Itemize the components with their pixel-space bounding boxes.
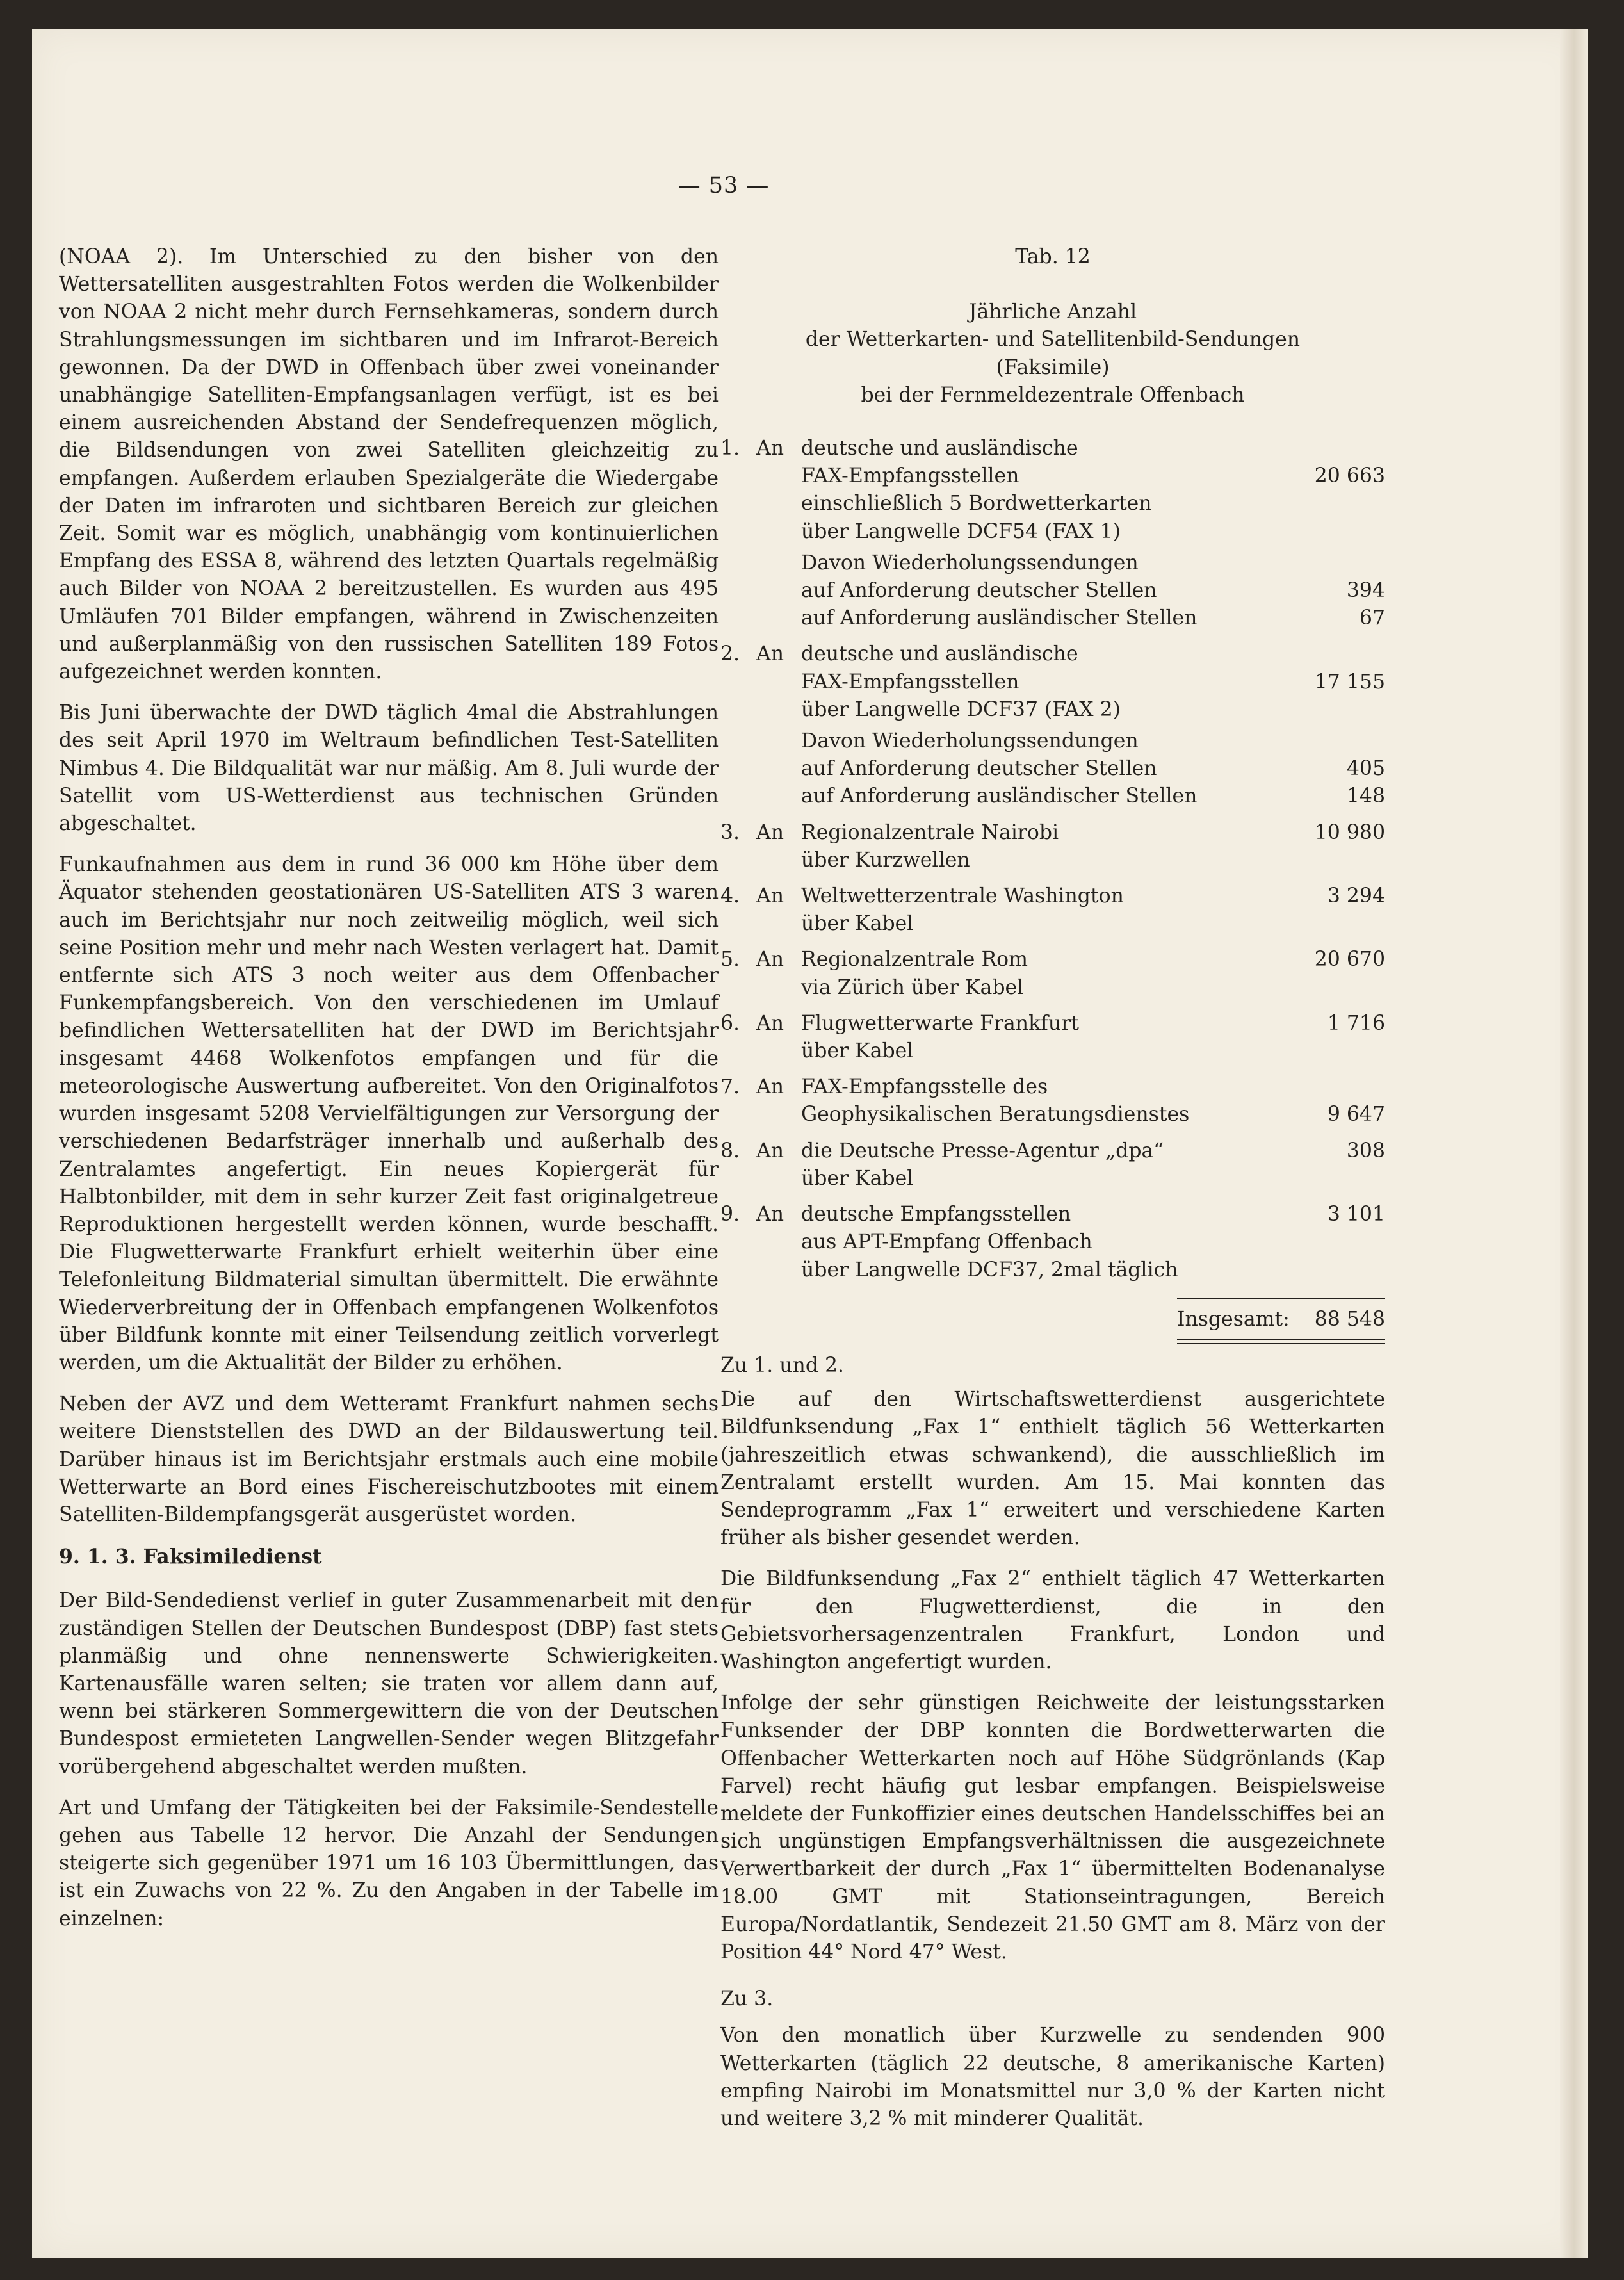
row-number: 4. (720, 884, 740, 908)
table-row (720, 1137, 1385, 1193)
row-line-value: 1 716 (1327, 1011, 1385, 1035)
row-line-value: 3 101 (1327, 1203, 1385, 1226)
total-double-rule (1177, 1339, 1385, 1344)
row-body (801, 946, 1385, 1001)
row-line (801, 435, 1385, 462)
row-line-text: deutsche und ausländische (801, 437, 1078, 460)
table-row (720, 819, 1385, 874)
paragraph: Infolge der sehr günstigen Reichweite der leistungsstarken Funksender der DBP konnten die Bordwetterwarten die Offenbacher Wetterkarten noch auf Höhe Südgrönlands (Kap Farvel) recht häufig gut lesbar empfangen. Beispielsweise meldete der Funkoffizier eines deutschen Handelsschiffes bei an sich ungünstigen Empfangsverhältnissen die ausgezeichnete Verwertbarkeit der durch „Fax 1“ übermittelten Bodenanalyse 18.00 GMT mit Stationseintragungen, Bereich Europa/Nordatlantik, Sendezeit 21.50 GMT am 8. März von der Position 44° Nord 47° West. (720, 1691, 1385, 1964)
row-line (801, 1101, 1385, 1128)
row-entries (801, 435, 1385, 546)
row-line-text: über Kurzwellen (801, 848, 970, 872)
document-page (32, 29, 1588, 2258)
row-number: 9. (720, 1203, 740, 1226)
row-line-text: FAX-Empfangsstellen (801, 670, 1019, 694)
row-line-text: die Deutsche Presse-Agentur „dpa“ (801, 1139, 1164, 1162)
row-body (801, 435, 1385, 632)
row-entries (801, 946, 1385, 1001)
row-line-value (1308, 435, 1385, 462)
row-line-value: 9 647 (1327, 1103, 1385, 1127)
row-line (801, 1228, 1385, 1256)
table-row (720, 946, 1385, 1001)
row-prefix: An (756, 1203, 784, 1226)
table-caption (720, 243, 1385, 409)
row-prefix: An (756, 948, 784, 972)
row-body (801, 819, 1385, 874)
page-number: — 53 — (678, 173, 770, 199)
row-line-value: 394 (1346, 579, 1385, 603)
row-entries (801, 1010, 1385, 1065)
row-prefix: An (756, 884, 784, 908)
row-entries (801, 640, 1385, 724)
row-line-value: 10 980 (1314, 820, 1385, 844)
row-line-text: auf Anforderung deutscher Stellen (801, 579, 1157, 603)
table-row (720, 883, 1385, 938)
row-line-value (1308, 550, 1385, 577)
row-line-value (1308, 910, 1385, 938)
row-line-text: über Kabel (801, 912, 914, 936)
row-number: 3. (720, 820, 740, 844)
subsection-heading: Zu 3. (720, 1987, 774, 2011)
paragraph: Die Bildfunksendung „Fax 2“ enthielt täglich 47 Wetterkarten für den Flugwetterdienst, die in den Gebietsvorhersagenzentralen Frankfurt, London und Washington angefertigt wurden. (720, 1567, 1385, 1673)
row-line-text: Regionalzentrale Nairobi (801, 820, 1059, 844)
table-row (720, 1010, 1385, 1065)
row-line-text: FAX-Empfangsstellen (801, 464, 1019, 488)
row-line-text: über Langwelle DCF37 (FAX 2) (801, 697, 1121, 721)
transmission-table (720, 435, 1385, 1284)
row-body (801, 640, 1385, 810)
row-body (801, 1137, 1385, 1193)
row-line-text: auf Anforderung deutscher Stellen (801, 757, 1157, 781)
row-body (801, 1073, 1385, 1128)
row-line (801, 1137, 1385, 1165)
row-number: 6. (720, 1011, 740, 1035)
paragraph: Der Bild-Sendedienst verlief in guter Zusammenarbeit mit den zuständigen Stellen der Deutschen Bundespost (DBP) fast stets planmäßig und ohne nennenswerte Schwierigkeiten. Kartenausfälle waren selten; sie traten vor allem dann auf, wenn bei stärkeren Sommergewittern die von der Deutschen Bundespost ermieteten Langwellen-Sender wegen Blitzgefahr vorübergehend abgeschaltet werden mußten. (59, 1589, 719, 1779)
row-line-value: 17 155 (1314, 670, 1385, 694)
row-line-text: Geophysikalischen Beratungsdienstes (801, 1103, 1190, 1127)
paragraph: (NOAA 2). Im Unterschied zu den bisher von den Wettersatelliten ausgestrahlten Fotos werden die Wolkenbilder von NOAA 2 nicht mehr durch Fernsehkameras, sondern durch Strahlungsmessungen im sichtbaren und im Infrarot-Bereich gewonnen. Da der DWD in Offenbach über zwei voneinander unabhängige Satelliten-Empfangsanlagen verfügt, ist es bei einem ausreichenden Abstand der Sendefrequenzen möglich, die Bildsendungen von zwei Satelliten gleichzeitig zu empfangen. Außerdem erlauben Spezialgeräte die Wiedergabe der Daten im infraroten und sichtbaren Bereich zur gleichen Zeit. Somit war es möglich, unabhängig vom kontinuierlichen Empfang des ESSA 8, während des letzten Quartals regelmäßig auch Bilder von NOAA 2 bereitzustellen. Es wurden aus 495 Umläufen 701 Bilder empfangen, während in Zwischenzeiten und außerplanmäßig von den russischen Satelliten 189 Fotos aufgezeichnet werden konnten. (59, 245, 719, 684)
row-line (801, 490, 1385, 517)
table-row (720, 1073, 1385, 1128)
row-line-text: FAX-Empfangsstelle des (801, 1075, 1048, 1099)
table-title-line: der Wetterkarten- und Satellitenbild-Sendungen (805, 328, 1301, 352)
row-line-text: über Langwelle DCF54 (FAX 1) (801, 519, 1121, 543)
table-row (720, 1201, 1385, 1284)
page-edge (1560, 29, 1588, 2258)
table-total (720, 1298, 1385, 1333)
row-line-value (1308, 490, 1385, 517)
row-line (801, 1165, 1385, 1193)
table-title-line: bei der Fernmeldezentrale Offenbach (861, 383, 1245, 407)
row-line (801, 783, 1385, 810)
row-line (801, 1257, 1385, 1284)
subsection-heading: Zu 1. und 2. (720, 1353, 845, 1377)
row-line-text: einschließlich 5 Bordwetterkarten (801, 492, 1152, 516)
row-line (801, 669, 1385, 696)
row-line-value (1308, 696, 1385, 724)
row-line-text: über Kabel (801, 1039, 914, 1063)
row-line (801, 847, 1385, 874)
row-line (801, 696, 1385, 724)
row-line-text: deutsche Empfangsstellen (801, 1203, 1071, 1226)
row-line-value (1308, 1165, 1385, 1193)
row-line (801, 577, 1385, 605)
paragraph: Die auf den Wirtschaftswetterdienst ausgerichtete Bildfunksendung „Fax 1“ enthielt täglich 56 Wetterkarten (jahreszeitlich etwas schwankend), die ausschließlich im Zentralamt erstellt wurden. Am 15. Mai konnten das Sendeprogramm „Fax 1“ erweitert und verschiedene Karten früher als bisher gesendet werden. (720, 1388, 1385, 1550)
row-body (801, 883, 1385, 938)
row-line-text: deutsche und ausländische (801, 642, 1078, 666)
row-number: 8. (720, 1139, 740, 1162)
row-prefix: An (756, 1011, 784, 1035)
row-line (801, 755, 1385, 783)
row-line (801, 1073, 1385, 1101)
row-number: 7. (720, 1075, 740, 1099)
row-line (801, 910, 1385, 938)
row-prefix: An (756, 820, 784, 844)
row-body (801, 1010, 1385, 1065)
row-number: 2. (720, 642, 740, 666)
row-line-value: 3 294 (1327, 884, 1385, 908)
row-line-text: auf Anforderung ausländischer Stellen (801, 607, 1198, 630)
row-line-value (1308, 847, 1385, 874)
row-body (801, 1201, 1385, 1284)
row-line-value (1308, 1073, 1385, 1101)
row-number: 1. (720, 437, 740, 460)
row-sub-entries (801, 728, 1385, 811)
row-entries (801, 1137, 1385, 1193)
row-line-value (1308, 728, 1385, 755)
row-prefix: An (756, 642, 784, 666)
row-line (801, 1010, 1385, 1038)
row-prefix: An (756, 1075, 784, 1099)
row-line (801, 819, 1385, 847)
total-label: Insgesamt: (1177, 1307, 1290, 1331)
table-row (720, 640, 1385, 810)
row-line-value: 148 (1346, 785, 1385, 808)
row-line-value: 67 (1359, 607, 1385, 630)
row-line-value (1308, 518, 1385, 546)
row-line-value: 20 670 (1314, 948, 1385, 972)
row-entries (801, 1201, 1385, 1284)
row-line (801, 728, 1385, 755)
row-line-value: 20 663 (1314, 464, 1385, 488)
row-number: 5. (720, 948, 740, 972)
row-line-value: 308 (1346, 1139, 1385, 1162)
row-entries (801, 883, 1385, 938)
left-column (59, 243, 719, 1946)
row-line-value: 405 (1346, 757, 1385, 781)
row-entries (801, 819, 1385, 874)
row-line-text: auf Anforderung ausländischer Stellen (801, 785, 1198, 808)
total-value: 88 548 (1314, 1307, 1385, 1331)
section-heading: 9. 1. 3. Faksimiledienst (59, 1545, 322, 1569)
row-line (801, 605, 1385, 632)
row-entries (801, 1073, 1385, 1128)
table-title-line: (Faksimile) (996, 355, 1110, 379)
table-row (720, 435, 1385, 632)
row-line (801, 946, 1385, 973)
row-line-text: via Zürich über Kabel (801, 975, 1024, 999)
row-line (801, 462, 1385, 490)
row-line-text: aus APT-Empfang Offenbach (801, 1230, 1092, 1254)
row-sub-entries (801, 550, 1385, 633)
row-line-text: über Kabel (801, 1166, 914, 1190)
right-column (720, 243, 1385, 2146)
row-line (801, 1201, 1385, 1228)
table-number: Tab. 12 (1015, 245, 1091, 268)
row-line-text: Weltwetterzentrale Washington (801, 884, 1124, 908)
paragraph: Funkaufnahmen aus dem in rund 36 000 km Höhe über dem Äquator stehenden geostationären US-Satelliten ATS 3 waren auch im Berichtsjahr nur noch zeitweilig möglich, weil sich seine Position mehr und mehr nach Westen verlagert hat. Damit entfernte sich ATS 3 noch weiter aus dem Offenbacher Funkempfangsbereich. Von den verschiedenen im Umlauf befindlichen Wettersatelliten hat der DWD im Berichtsjahr insgesamt 4468 Wolkenfotos empfangen und für die meteorologische Auswertung aufbereitet. Von den Originalfotos wurden insgesamt 5208 Vervielfältigungen zur Versorgung der verschiedenen Bedarfsträger innerhalb und außerhalb des Zentralamtes angefertigt. Ein neues Kopiergerät für Halbtonbilder, mit dem in sehr kurzer Zeit fast originalgetreue Reproduktionen hergestellt werden können, wurde beschafft. Die Flugwetterwarte Frankfurt erhielt weiterhin über eine Telefonleitung Bildmaterial simultan übermittelt. Die erwähnte Wiederverbreitung der in Offenbach empfangenen Wolkenfotos über Bildfunk konnte mit einer Teilsendung zeitlich vorverlegt werden, um die Aktualität der Bilder zu erhöhen. (59, 853, 719, 1374)
row-line-text: Regionalzentrale Rom (801, 948, 1028, 972)
row-line-text: Davon Wiederholungssendungen (801, 729, 1139, 753)
row-line-text: Davon Wiederholungssendungen (801, 551, 1139, 574)
row-prefix: An (756, 437, 784, 460)
row-line (801, 518, 1385, 546)
paragraph: Neben der AVZ und dem Wetteramt Frankfurt nahmen sechs weitere Dienststellen des DWD an der Bildauswertung teil. Darüber hinaus ist im Berichtsjahr erstmals auch eine mobile Wetterwarte an Bord eines Fischereischutzbootes mit einem Satelliten-Bildempfangsgerät ausgerüstet worden. (59, 1392, 719, 1526)
row-line (801, 550, 1385, 577)
row-line-value (1308, 1228, 1385, 1256)
paragraph: Art und Umfang der Tätigkeiten bei der Faksimile-Sendestelle gehen aus Tabelle 12 hervor. Die Anzahl der Sendungen steigerte sich gegenüber 1971 um 16 103 Übermittlungen, das ist ein Zuwachs von 22 %. Zu den Angaben in der Tabelle im einzelnen: (59, 1796, 719, 1930)
row-line-value (1308, 1257, 1385, 1284)
row-line-value (1308, 1038, 1385, 1065)
row-line (801, 640, 1385, 668)
row-line (801, 883, 1385, 910)
row-line-text: über Langwelle DCF37, 2mal täglich (801, 1258, 1178, 1282)
table-title-line: Jährliche Anzahl (968, 300, 1137, 324)
paragraph: Bis Juni überwachte der DWD täglich 4mal die Abstrahlungen des seit April 1970 im Weltraum befindlichen Test-Satelliten Nimbus 4. Die Bildqualität war nur mäßig. Am 8. Juli wurde der Satellit vom US-Wetterdienst aus technischen Gründen abgeschaltet. (59, 701, 719, 836)
row-line (801, 974, 1385, 1002)
paragraph: Von den monatlich über Kurzwelle zu sendenden 900 Wetterkarten (täglich 22 deutsche, 8 amerikanische Karten) empfing Nairobi im Monatsmittel nur 3,0 % der Karten nicht und weitere 3,2 % mit minderer Qualität. (720, 2024, 1385, 2130)
row-line-text: Flugwetterwarte Frankfurt (801, 1011, 1079, 1035)
row-line (801, 1038, 1385, 1065)
row-prefix: An (756, 1139, 784, 1162)
row-line-value (1308, 640, 1385, 668)
row-line-value (1308, 974, 1385, 1002)
